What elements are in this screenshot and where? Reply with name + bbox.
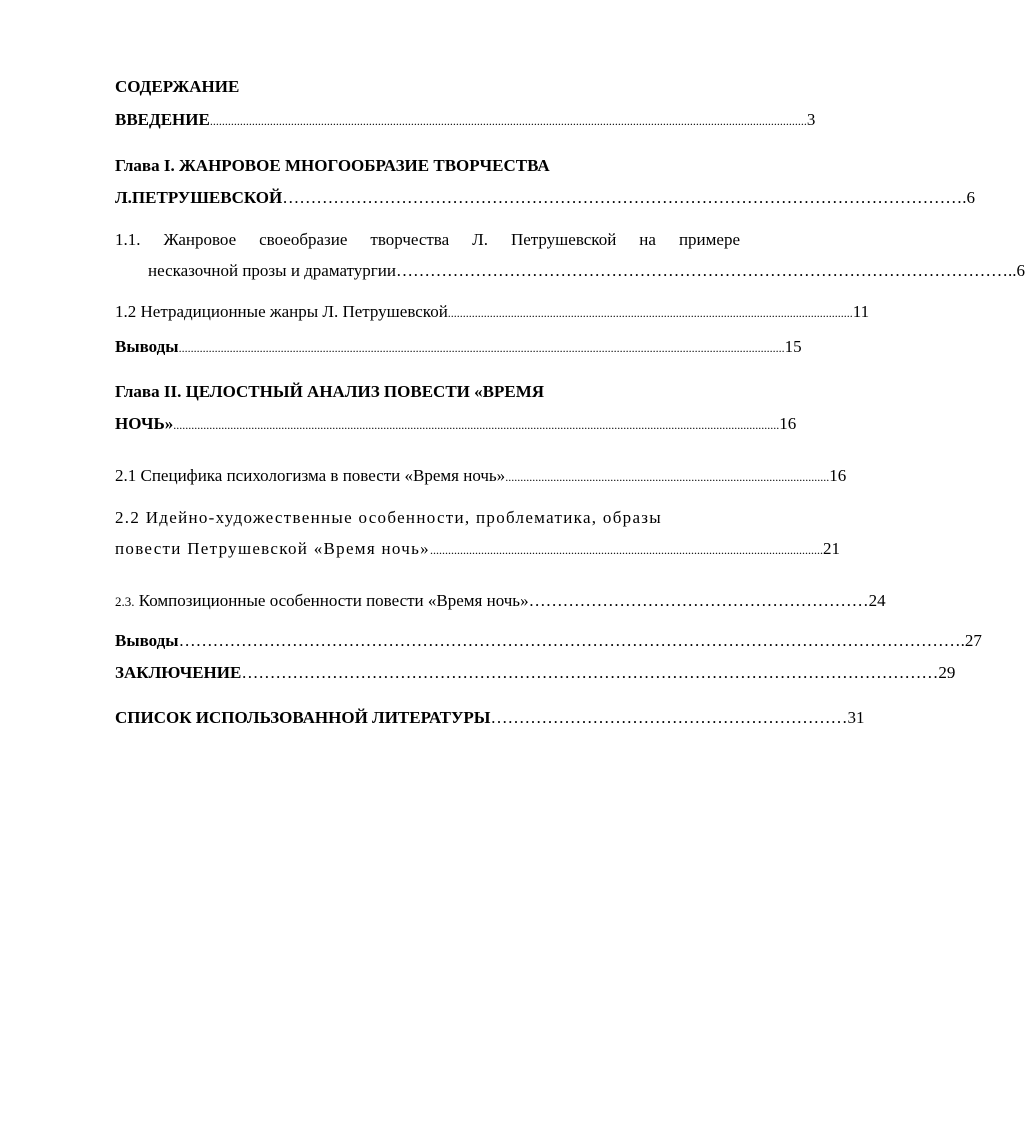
toc-page-number: 16 [779, 414, 797, 433]
toc-entry-label: 1.2 Нетрадиционные жанры Л. Петрушевской [115, 302, 448, 321]
toc-entry-conclusions2 [115, 630, 982, 652]
toc-entry-label [115, 590, 529, 613]
toc-entry-label: несказочной прозы и драматургии [148, 261, 396, 280]
dot-leader: .......................................................................................................................................................................................................... [178, 341, 785, 355]
toc-entry-1-1 [148, 260, 1025, 282]
dot-leader: ................................................................................................................................... [429, 543, 823, 557]
toc-entry-label: ЗАКЛЮЧЕНИЕ [115, 663, 242, 682]
dot-leader: .......................................................................................................................................................................................................... [173, 418, 780, 432]
toc-page-number: 21 [822, 539, 840, 558]
toc-entry-label: СПИСОК ИСПОЛЬЗОВАННОЙ ЛИТЕРАТУРЫ [115, 708, 491, 727]
toc-entry-2-3 [115, 590, 886, 613]
toc-chapter2-title: Глава II. ЦЕЛОСТНЫЙ АНАЛИЗ ПОВЕСТИ «ВРЕМЯ [115, 382, 545, 401]
dot-leader: ………………………………………………………………………………………………………… [282, 188, 963, 207]
toc-page-number: .27 [960, 631, 982, 650]
toc-entry-label: НОЧЬ» [115, 414, 174, 433]
dot-leader: ............................................................................................................ [505, 470, 830, 484]
toc-entry-2-1 [115, 465, 847, 488]
toc-chapter1-title: Глава I. ЖАНРОВОЕ МНОГООБРАЗИЕ ТВОРЧЕСТВА [115, 156, 550, 175]
toc-page-number: 16 [829, 466, 847, 485]
toc-page-number: .6 [962, 188, 975, 207]
toc-entry-bibliography [115, 707, 865, 729]
dot-leader: …………………………………………………… [490, 708, 831, 727]
dot-leader: ....................................................................................................................................... [447, 306, 853, 320]
toc-page-number: 15 [784, 337, 802, 356]
toc-page-number: …24 [851, 591, 886, 610]
toc-item-2-2-line1: 2.2 Идейно-художественные особенности, проблематика, образы [115, 508, 663, 527]
toc-entry-label: 2.1 Специфика психологизма в повести «Время ночь» [115, 466, 506, 485]
toc-entry-chapter1 [115, 187, 975, 209]
toc-heading: СОДЕРЖАНИЕ [115, 77, 240, 96]
toc-page-number: ..6 [1007, 261, 1025, 280]
dot-leader: ………………………………………………… [528, 591, 852, 610]
toc-entry-2-2 [115, 538, 840, 561]
toc-entry-label: Выводы [115, 631, 179, 650]
toc-entry-intro [115, 109, 816, 132]
toc-entry-chapter2 [115, 413, 797, 436]
toc-entry-text: Композиционные особенности повести «Время ночь» [134, 591, 529, 610]
toc-entry-1-2 [115, 301, 870, 324]
dot-leader: ....................................................................................................................................................................................................... [209, 114, 807, 128]
toc-item-1-1-line1: 1.1. Жанровое своеобразие творчества Л. Петрушевской на примере [115, 230, 740, 249]
toc-page-number: 11 [852, 302, 870, 321]
dot-leader: ……………………………………………………………………………………………… [395, 261, 1008, 280]
toc-entry-label: повести Петрушевской «Время ночь» [115, 539, 430, 558]
toc-entry-label: Выводы [115, 337, 179, 356]
toc-entry-number: 2.3. [115, 594, 135, 609]
toc-page-number: 3 [806, 110, 816, 129]
dot-leader: …………………………………………………………………………………………………………… [241, 663, 939, 682]
dot-leader: ………………………………………………………………………………………………………………………… [178, 631, 961, 650]
toc-page-number: 29 [938, 663, 956, 682]
toc-page-number: …31 [830, 708, 865, 727]
toc-entry-conclusion [115, 662, 956, 684]
toc-entry-label: Л.ПЕТРУШЕВСКОЙ [115, 188, 283, 207]
toc-entry-label: ВВЕДЕНИЕ [115, 110, 210, 129]
toc-entry-conclusions1 [115, 336, 802, 359]
